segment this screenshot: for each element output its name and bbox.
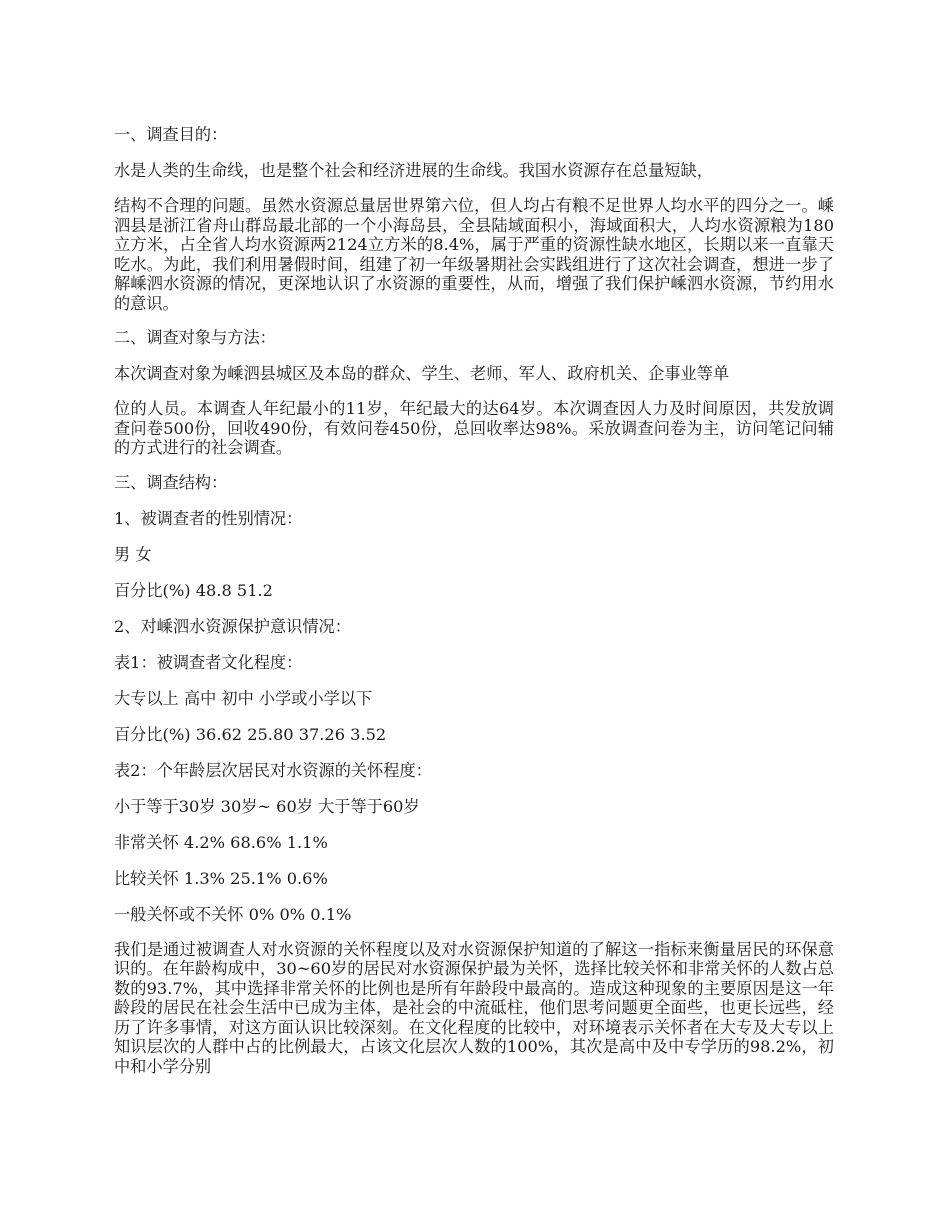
document-page — [114, 124, 834, 1090]
table1-header: 大专以上 高中 初中 小学或小学以下 — [114, 688, 373, 708]
heading-survey-purpose: 一、调查目的： — [114, 125, 228, 144]
heading-survey-subjects: 二、调查对象与方法： — [114, 328, 276, 347]
table1-row: 百分比(%) 36.62 25.80 37.26 3.52 — [114, 724, 387, 744]
table2-row-not-concerned: 一般关怀或不关怀 0% 0% 0.1% — [114, 904, 352, 924]
paragraph-analysis: 我们是通过被调查人对水资源的关怀程度以及对水资源保护知道的了解这一指标来衡量居民的环保意识的。在年龄构成中，30~60岁的居民对水资源保护最为关怀，选择比较关怀和非常关怀的人数占总数的93.7%，其中选择非常关怀的比例也是所有年龄段中最高的。造成这种现象的主要原因是这一年龄段的居民在社会生活中已成为主体，是社会的中流砥柱，他们思考问题更全面些，也更长远些，经历了许多事情，对这方面认识比较深刻。在文化程度的比较中，对环境表示关怀者在大专及大专以上知识层次的人群中占的比例最大，占该文化层次人数的100%，其次是高中及中专学历的98.2%，初中和小学分别 — [114, 939, 834, 1076]
table2-title: 表2：个年龄层次居民对水资源的关怀程度： — [114, 760, 432, 780]
paragraph-subjects-detail: 位的人员。本调查人年纪最小的11岁，年纪最大的达64岁。本次调查因人力及时间原因，共发放调查问卷500份，回收490份，有效问卷450份，总回收率达98%。采放调查问卷为主，访问笔记问辅的方式进行的社会调查。 — [114, 399, 834, 457]
table2-row-somewhat-concerned: 比较关怀 1.3% 25.1% 0.6% — [114, 868, 328, 888]
table-gender-header: 男 女 — [114, 544, 152, 564]
table1-title: 表1：被调查者文化程度： — [114, 652, 303, 672]
table2-row-very-concerned: 非常关怀 4.2% 68.6% 1.1% — [114, 832, 328, 852]
paragraph-water-resources: 结构不合理的问题。虽然水资源总量居世界第六位，但人均占有粮不足世界人均水平的四分之一。嵊泗县是浙江省舟山群岛最北部的一个小海岛县，全县陆域面积小，海域面积大，人均水资源粮为180立方米，占全省人均水资源两2124立方米的8.4%，属于严重的资源性缺水地区，长期以来一直靠天吃水。为此，我们利用暑假时间，组建了初一年级暑期社会实践组进行了这次社会调查，想进一步了解嵊泗水资源的情况，更深地认识了水资源的重要性，从而，增强了我们保护嵊泗水资源，节约用水的意识。 — [114, 196, 834, 313]
heading-awareness: 2、对嵊泗水资源保护意识情况： — [114, 616, 351, 636]
table2-header: 小于等于30岁 30岁~ 60岁 大于等于60岁 — [114, 796, 420, 816]
table-gender-row: 百分比(%) 48.8 51.2 — [114, 580, 273, 600]
heading-survey-structure: 三、调查结构： — [114, 472, 228, 492]
paragraph-intro-line: 水是人类的生命线，也是整个社会和经济进展的生命线。我国水资源存在总量短缺， — [114, 161, 713, 180]
heading-gender: 1、被调查者的性别情况： — [114, 508, 303, 528]
paragraph-subjects-line: 本次调查对象为嵊泗县城区及本岛的群众、学生、老师、军人、政府机关、企事业等单 — [114, 364, 730, 383]
